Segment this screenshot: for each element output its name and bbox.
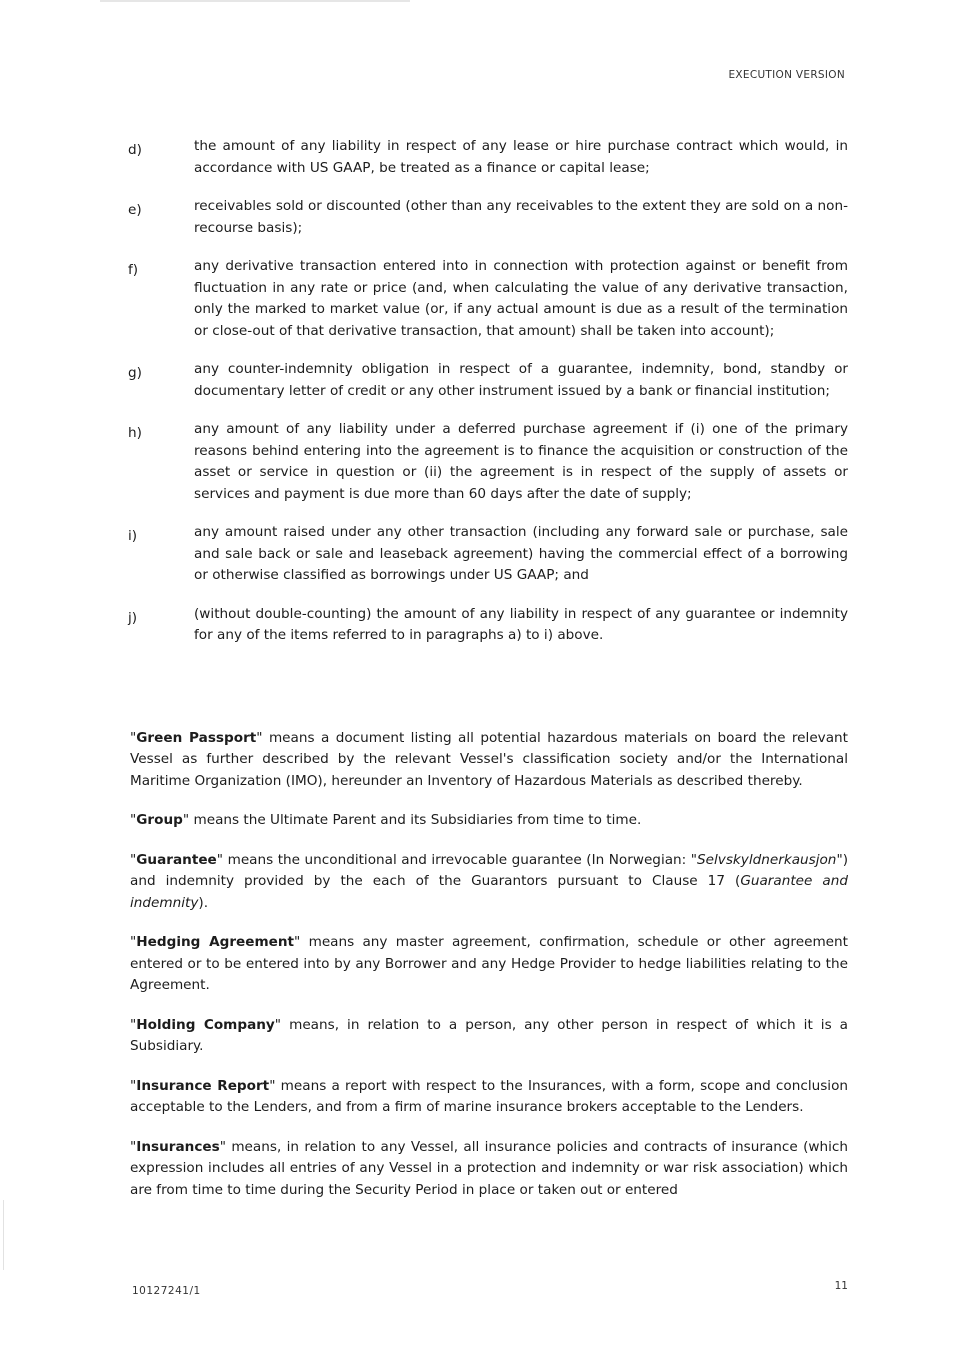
definitions-section (130, 714, 848, 1219)
defined-term: Holding Company (136, 1016, 275, 1033)
list-item-label: h) (128, 425, 142, 441)
list-item (128, 359, 848, 402)
definition-hedging-agreement: "Hedging Agreement" means any master agreement, confirmation, schedule or other agreement entered or to be entered into by any Borrower and any Hedge Provider to hedge liabilities relating to the Agreement. (130, 934, 848, 994)
definition-text: means any master agreement, confirmation, schedule or other agreement entered or to be entered into by any Borrower and any Hedge Provider to hedge liabilities relating to the Agreement. (130, 934, 848, 994)
list-item (128, 136, 848, 179)
list-item (128, 419, 848, 505)
list-item-label: g) (128, 365, 142, 381)
list-item-label: f) (128, 262, 139, 278)
list-item-label: e) (128, 202, 142, 218)
list-item-label: i) (128, 528, 138, 544)
list-item-text: any amount of any liability under a deferred purchase agreement if (i) one of the primary reasons behind entering into the agreement is to finance the acquisition or construction of the asset or service in question or (ii) the agreement is in respect of the supply of assets or services and payment is due more than 60 days after the date of supply; (194, 421, 848, 502)
list-item-text: any amount raised under any other transaction (including any forward sale or purchase, sale and sale back or sale and leaseback agreement) having the commercial effect of a borrowing or otherwise classified as borrowings under US GAAP; and (194, 524, 848, 583)
defined-term: Insurance Report (136, 1077, 270, 1094)
definition-text: means a document listing all potential hazardous materials on board the relevant Vessel as further described by the relevant Vessel's classification society and/or the International Maritime Organization (IMO), hereunder an Inventory of Hazardous Materials as described thereby. (130, 729, 849, 789)
definition-text: means, in relation to a person, any other person in respect of which it is a Subsidiary. (130, 1016, 848, 1055)
scan-edge-artifact (3, 1200, 4, 1270)
definition-text: means, in relation to any Vessel, all insurance policies and contracts of insurance (which expression includes all entries of any Vessel in a protection and indemnity or war risk association) which are from time to time during the Security Period in place or taken out or entered (130, 1138, 848, 1198)
definition-insurances: "Insurances" means, in relation to any Vessel, all insurance policies and contracts of insurance (which expression includes all entries of any Vessel in a protection and indemnity or war risk association) which are from time to time during the Security Period in place or taken out or entered (130, 1138, 848, 1198)
list-item-text: receivables sold or discounted (other than any receivables to the extent they are sold on a non-recourse basis); (194, 198, 848, 236)
list-item-text: (without double-counting) the amount of any liability in respect of any guarantee or indemnity for any of the items referred to in paragraphs a) to i) above. (194, 605, 848, 643)
definition-text: ). (198, 894, 209, 911)
debt-items-list (128, 136, 848, 664)
defined-term: Green Passport (136, 729, 257, 746)
document-reference: 10127241/1 (132, 1285, 201, 1297)
definition-text: ") and indemnity provided by the each of the Guarantors pursuant to Clause 17 ( (130, 851, 848, 890)
list-item-text: the amount of any liability in respect of any lease or hire purchase contract which would, in accordance with US GAAP, be treated as a finance or capital lease; (194, 138, 848, 176)
definition-text: means the unconditional and irrevocable guarantee (In Norwegian: " (223, 851, 698, 868)
version-header: EXECUTION VERSION (728, 69, 845, 81)
list-item (128, 522, 848, 587)
list-item-label: d) (128, 142, 142, 158)
definition-insurance-report: "Insurance Report" means a report with respect to the Insurances, with a form, scope and conclusion acceptable to the Lenders, and from a firm of marine insurance brokers acceptable to the Lenders. (130, 1077, 848, 1116)
definition-holding-company: "Holding Company" means, in relation to a person, any other person in respect of which it is a Subsidiary. (130, 1016, 848, 1055)
list-item-label: j) (128, 609, 138, 626)
defined-term: Guarantee (136, 851, 217, 868)
definition-text: means a report with respect to the Insurances, with a form, scope and conclusion acceptable to the Lenders, and from a firm of marine insurance brokers acceptable to the Lenders. (130, 1077, 848, 1116)
list-item (128, 604, 848, 647)
definition-green-passport: "Green Passport" means a document listing all potential hazardous materials on board the relevant Vessel as further described by the relevant Vessel's classification society and/or the International Maritime Organization (IMO), hereunder an Inventory of Hazardous Materials as described thereby. (130, 729, 849, 789)
list-item-text: any derivative transaction entered into in connection with protection against or benefit from fluctuation in any rate or price (and, when calculating the value of any derivative transaction, only the marked to market value (or, if any actual amount is due as a result of the termination or close-out of that derivative transaction, that amount) shall be taken into account); (194, 258, 848, 339)
definition-guarantee: "Guarantee" means the unconditional and irrevocable guarantee (In Norwegian: "Selvskyldnerkausjon") and indemnity provided by the each of the Guarantors pursuant to Clause 17 (Guarantee and indemnity). (130, 851, 849, 911)
list-item (128, 196, 848, 239)
list-item (128, 256, 848, 342)
page-number: 11 (834, 1280, 848, 1292)
defined-term: Hedging Agreement (136, 934, 295, 951)
definition-group: "Group" means the Ultimate Parent and its Subsidiaries from time to time. (130, 812, 642, 829)
scan-artifact (100, 0, 410, 2)
defined-term: Insurances (136, 1138, 220, 1155)
norwegian-term: Selvskyldnerkausjon (697, 851, 837, 868)
list-item-text: any counter-indemnity obligation in respect of a guarantee, indemnity, bond, standby or documentary letter of credit or any other instrument issued by a bank or financial institution; (194, 361, 848, 399)
definition-text: means the Ultimate Parent and its Subsidiaries from time to time. (189, 812, 642, 829)
clause-title: Guarantee and indemnity (130, 873, 849, 911)
defined-term: Group (136, 812, 183, 829)
